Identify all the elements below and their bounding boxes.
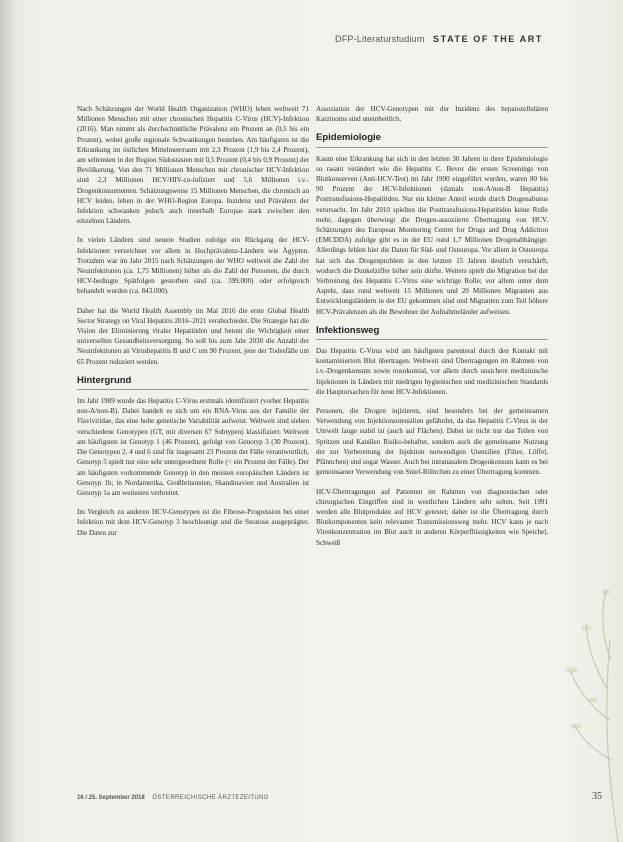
- issue-date: 16 / 25. September 2018: [77, 795, 145, 801]
- heading-infektionsweg: Infektionsweg: [316, 326, 548, 340]
- header-section: STATE OF THE ART: [433, 34, 543, 44]
- paragraph: Personen, die Drogen injizieren, sind besonders bei der gemeinsamen Verwendung von Injektionsutensilien gefährdet, da das Hepatitis C-Virus in der Umwelt lange stabil ist (auch auf Flächen). Dabei ist nicht nur das Teilen von Spritzen und Kanülen Risiko-behaftet, sondern auch die gemeinsame Nutzung der zur Vorbereitung der Injektion notwendigen Utensilien (Filter, Löffel, Pfännchen) und sogar Wasser. Auch bei intranasalem Drogenkonsum kann es bei gemeinsamer Verwendung von Snief-Röhrchen zu einer Übertragung kommen.: [316, 407, 548, 477]
- paragraph: HCV-Übertragungen auf Patienten im Rahmen von diagnostischen oder chirurgischen Eingriffen sind in westlichen Ländern sehr selten. Seit 1991 werden alle Blutprodukte auf HCV getestet; daher ist die Übertragung durch Blutkomponenten kein relevanter Transmissionsweg mehr. HCV kann je nach Virenkonzentration im Blut auch in anderen Körperflüssigkeiten wie Speichel, Schweiß: [316, 487, 548, 547]
- paragraph: Im Jahr 1989 wurde das Hepatitis C-Virus erstmals identifiziert (vorher Hepatitis non-A/non-B). Dabei handelt es sich um ein RNA-Virus aus der Familie der Flaviviridae, das eine hohe genetische Variabilität aufweist. Weltweit sind sieben verschiedene Genotypen (GT, mit diversen 67 Subtypen) klassifiziert. Weltweit am häufigsten ist Genotyp 1 (46 Prozent), gefolgt von Genotyp 3 (30 Prozent). Die Genotypen 2, 4 und 6 sind für insgesamt 23 Prozent der Fälle verantwortlich, Genotyp 5 spielt nur eine sehr untergeordnete Rolle (< ein Prozent der Fälle). Der am häufigsten vorkommende Genotyp in den meisten europäischen Ländern ist Genotyp 1b; in Nordamerika, Großbritannien, Skandinavien und Australien ist Genotyp 1a am weitesten verbreitet.: [77, 397, 309, 497]
- header-series: DFP-Literaturstudium: [335, 34, 425, 44]
- paragraph: Nach Schätzungen der World Health Organization (WHO) leben weltweit 71 Millionen Menschen mit einer chronischen Hepatitis C-Virus (HCV)-Infektion (2016). Man nimmt als durchschnittliche Prävalenz ein Prozent an (0,5 bis ein Prozent), wobei große regionale Schwankungen bestehen. Am häufigsten ist die Erkrankung im östlichen Mittelmeerraum mit 2,3 Prozent (1,9 bis 2,4 Prozent), am seltensten in der Region Südostasien mit 0,5 Prozent (0,4 bis 0,9 Prozent) der Bevölkerung. Von den 71 Millionen Menschen mit chronischer HCV-Infektion sind 2,3 Millionen HCV/HIV-co-infiziert und 5,6 Millionen i.v.-Drogenkonsumenten. Schätzungsweise 15 Millionen Menschen, die chronisch an HCV leiden, leben in der WHO-Region Europa. Inzidenz und Prävalenz der Infektion schwanken jedoch auch innerhalb Europas stark zwischen den einzelnen Ländern.: [77, 105, 309, 226]
- heading-hintergrund: Hintergrund: [77, 376, 309, 390]
- paragraph: Daher hat die World Health Assembly im Mai 2016 die erste Global Health Sector Strategy on Viral Hepatitis 2016–2021 verabschiedet. Die Strategie hat die Vision der Eliminierung viraler Hepatitiden und betont die Wichtigkeit einer universellen Gesundheitsversorgung. So soll bis zum Jahr 2030 die Anzahl der Neuinfektionen an Virushepatitis B und C um 90 Prozent, jene der Todesfälle um 65 Prozent reduziert werden.: [77, 306, 309, 366]
- left-column: [77, 104, 309, 547]
- paragraph: Assoziation der HCV-Genotypen mit der Inzidenz des hepatozellulären Karzinoms sind uneinheitlich.: [316, 105, 548, 124]
- decorative-plant-image: [548, 520, 623, 842]
- paragraph: In vielen Ländern sind neuere Studien zufolge ein Rückgang der HCV-Infektionen verzeichnet vor allem in Hochprävalenz-Ländern wie Ägypten. Trotzdem war im Jahr 2015 nach Schätzungen der WHO weltweit die Zahl der Neuinfektionen (ca. 1,75 Millionen) höher als die Zahl der Personen, die durch HCV-bedingte Spätfolgen gestorben sind (ca. 399.000) oder erfolgreich behandelt wurden (ca. 843.000).: [77, 236, 309, 296]
- heading-epidemiologie: Epidemiologie: [316, 133, 548, 147]
- paragraph: Kaum eine Erkrankung hat sich in den letzten 30 Jahren in ihrer Epidemiologie so rasant verändert wie die Hepatitis C. Bevor die ersten Screenings von Blutkonserven (Anti-HCV-Test) im Jahr 1990 eingeführt wurden, waren 80 bis 90 Prozent der HCV-Infektionen (damals non-A/non-B Hepatitis) Posttransfusions-Hepatitiden. Nur ein kleiner Anteil wurde durch Drogenabusus verursacht. Im Jahr 2010 spielten die Posttransfusions-Hepatitiden keine Rolle mehr, dagegen überwiegt die Drogen-assoziierte Übertragung von HCV. Schätzungen des European Monitoring Centre for Drugs and Drug Addiction (EMCDDA) zufolge gibt es in der EU rund 1,7 Millionen Drogenabhängige. Allerdings fehlen hier die Daten für Süd- und Osteuropa. Vor allem in Osteuropa hat sich das Drogenproblem in den letzten 15 Jahren deutlich verschärft, wodurch die Dunkelziffer höher sein dürfte. Weiters spielt die Migration bei der Verbreitung des Hepatitis C-Virus eine wichtige Rolle; vor allem unter dem Aspekt, dass rund weltweit 15 Millionen und 20 Millionen Migranten aus Entwicklungsländern in der EU gekommen sind und Migranten zum Teil höhere HCV-Prävalenzen als die Bewohner der Aufnahmeländer aufweisen.: [316, 154, 548, 316]
- page-header: [335, 34, 605, 48]
- paragraph: Das Hepatitis C-Virus wird am häufigsten parenteral durch den Kontakt mit kontaminiertem Blut übertragen. Weltweit sind Übertragungen im Rahmen von i.v.-Drogenkonsum sowie nosokomial, vor allem durch unsichere medizinische Injektionen in Ländern mit niedrigen hygienischen und medizinischen Standards die Hauptursachen für neue HCV-Infektionen.: [316, 347, 548, 396]
- paragraph: Im Vergleich zu anderen HCV-Genotypen ist die Fibrose-Progression bei einer Infektion mit dem HCV-Genotyp 3 beschleunigt und die Steatose ausgeprägter. Die Daten zur: [77, 508, 309, 537]
- page-number: 35: [592, 791, 602, 802]
- page-footer: [77, 795, 377, 801]
- right-column: [316, 104, 548, 557]
- publication-name: ÖSTERREICHISCHE ÄRZTEZEITUNG: [152, 795, 269, 801]
- page-spine-shadow: [0, 0, 16, 842]
